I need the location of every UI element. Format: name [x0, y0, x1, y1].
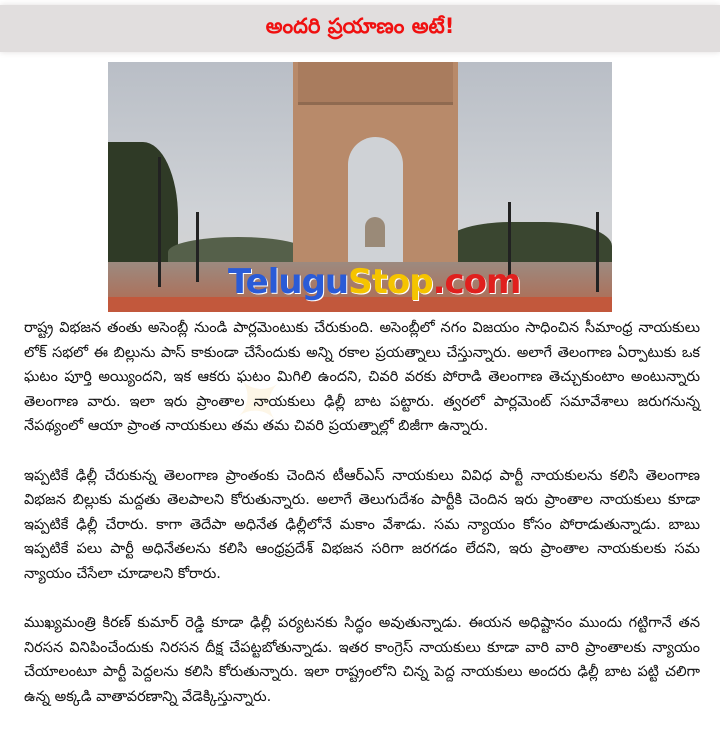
lamp-post — [596, 212, 599, 292]
paragraph: ముఖ్యమంత్రి కిరణ్ కుమార్ రెడ్డి కూడా ఢిల్లీ పర్యటనకు సిద్ధం అవుతున్నాడు. ఈయన అధిష్టానం ముందు గట్టిగానే తన నిరసన వినిపించేందుకు నిరసన దీక్ష చేపట్టబోతున్నాడు. ఇతర కాంగ్రెస్ నాయకులు కూడా వారి వారి ప్రాంతాలకు న్యాయం చేయాలంటూ పార్టీ పెద్దలను కలిసి కోరుతున్నారు. ఇలా రాష్ట్రంలోని చిన్న పెద్ద నాయకులు అందరు ఢిల్లీ బాట పట్టి చలిగా ఉన్న అక్కడి వాతావరణాన్ని వేడెక్కిస్తున్నారు. — [24, 615, 700, 705]
background-watermark: ✦ — [210, 350, 309, 452]
watermark-part: Stop — [348, 262, 433, 302]
site-watermark — [228, 262, 520, 302]
watermark-part: Telugu — [228, 262, 349, 302]
canopy — [365, 217, 385, 247]
article-body — [24, 316, 700, 734]
paragraph: ఇప్పటికే ఢిల్లీ చేరుకున్న తెలంగాణ ప్రాంతంకు చెందిన టీఆర్ఎస్ నాయకులు వివిధ పార్టీ నాయకులను కలిసి తెలంగాణ విభజన బిల్లుకు మద్దతు తెలపాలని కోరుతున్నారు. అలాగే తెలుగుదేశం పార్టీకి చెందిన ఇరు ప్రాంతాల నాయకులు కూడా ఇప్పటికే ఢిల్లీ చేరారు. కాగా తెదేపా అధినేత ఢిల్లీలోనే మకాం వేశాడు. సమ న్యాయం కోసం పోరాడుతున్నాడు. బాబు ఇప్పటికే పలు పార్టీ అధినేతలను కలిసి ఆంధ్రప్రదేశ్ విభజన సరిగా జరగడం లేదని, ఇరు ప్రాంతాల నాయకులకు సమ న్యాయం చేసేలా చూడాలని కోరారు. — [24, 467, 700, 582]
india-gate-photo — [108, 62, 612, 312]
article-title: అందరి ప్రయాణం అటే! — [265, 13, 455, 38]
lamp-post — [196, 212, 199, 282]
paragraph: రాష్ట్ర విభజన తంతు అసెంబ్లీ నుండి పార్లమెంటుకు చేరుకుంది. అసెంబ్లీలో నగం విజయం సాధించిన సీమాంధ్ర నాయకులు లోక్ సభలో ఈ బిల్లును పాస్ కాకుండా చేసేందుకు అన్ని రకాల ప్రయత్నాలు చేస్తున్నారు. అలాగే తెలంగాణ ఏర్పాటుకు ఒక ఘటం పూర్తి అయ్యిందని, ఇక ఆకరు ఘటం మిగిలి ఉందని, చివరి వరకు పోరాడి తెలంగాణ తెచ్చుకుంటాం అంటున్నారు తెలంగాణ వారు. ఇలా ఇరు ప్రాంతాల నాయకులు ఢిల్లీ బాట పట్టారు. త్వరలో పార్లమెంట్ సమావేశాలు జరుగనున్న నేపథ్యంలో ఆయా ప్రాంత నాయకులు తమ తమ చివరి ప్రయత్నాల్లో బిజీగా ఉన్నారు. — [24, 320, 700, 434]
lamp-post — [158, 157, 161, 287]
watermark-part: .com — [432, 262, 521, 302]
arch-top — [298, 62, 453, 105]
title-bar — [0, 5, 720, 52]
